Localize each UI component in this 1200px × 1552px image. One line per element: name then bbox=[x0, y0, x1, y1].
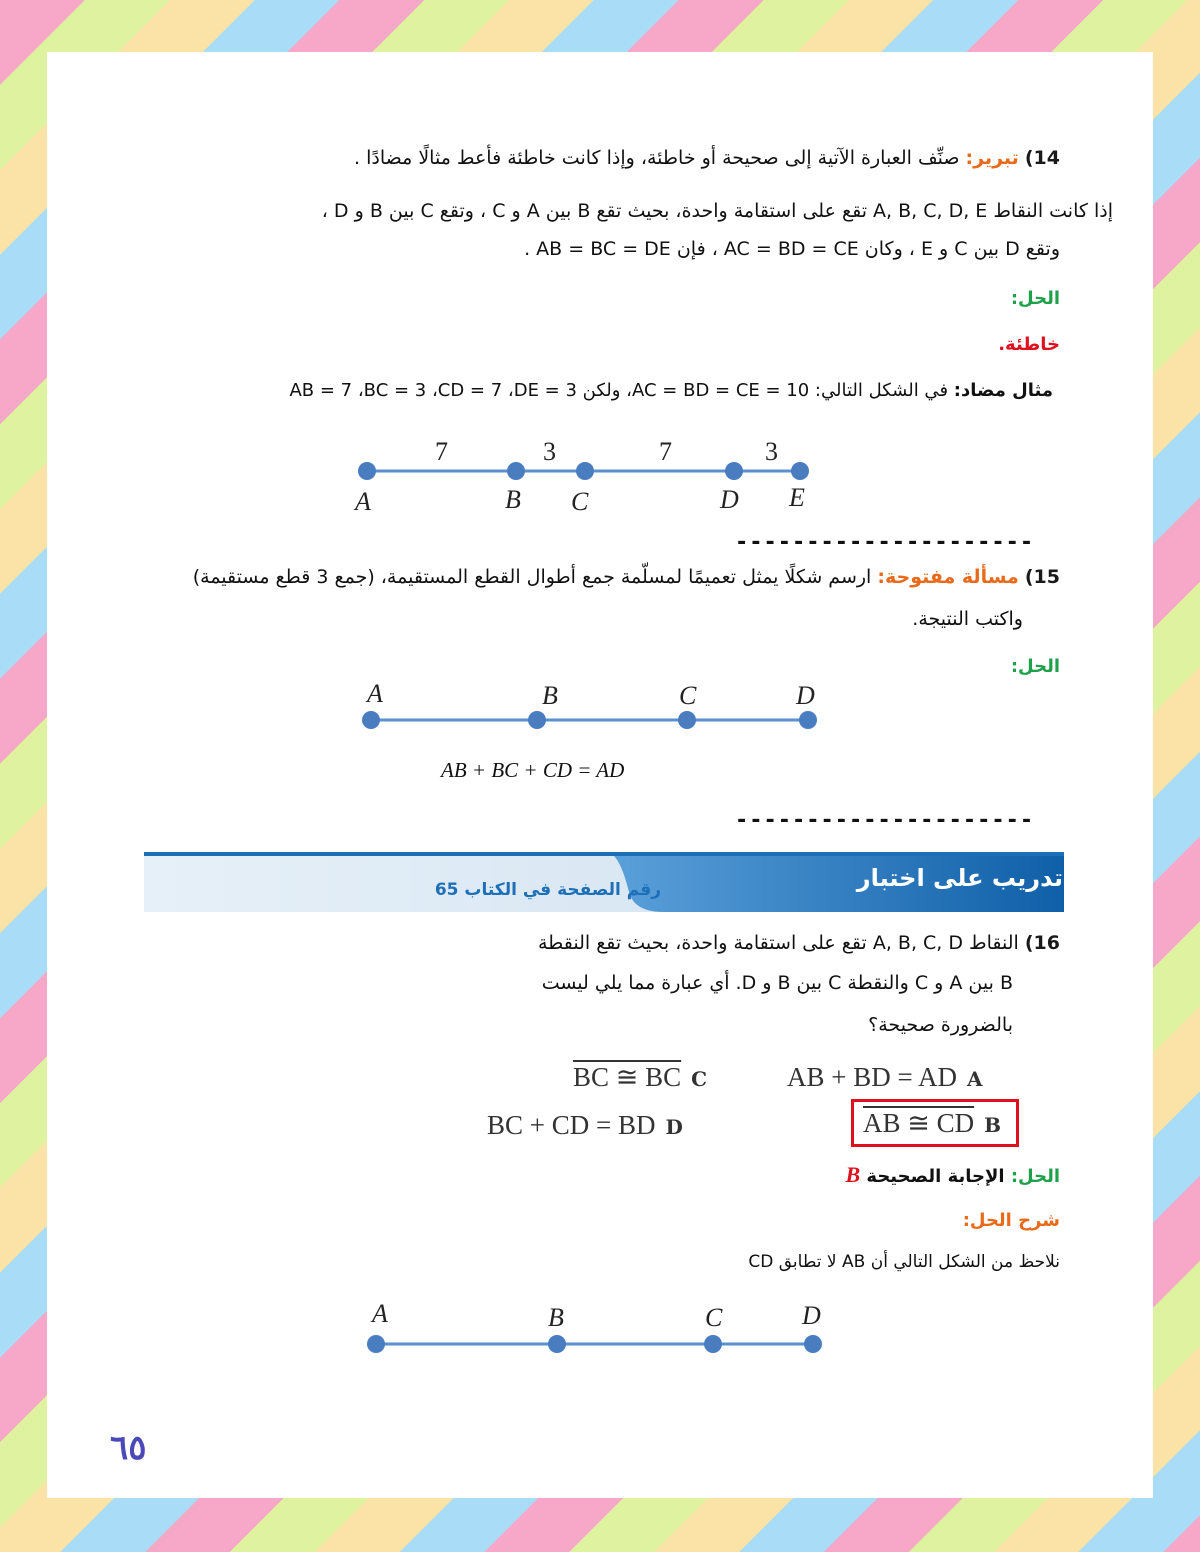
q16-point-b-dot bbox=[548, 1335, 566, 1353]
q14-statement-line2: وتقع D بين C و E ، وكان AC = BD = CE ، فإن AB = BC = DE . bbox=[524, 238, 1060, 260]
q16-option-a bbox=[787, 1062, 983, 1093]
q14-label-d: D bbox=[720, 485, 739, 514]
q16-point-a-dot bbox=[367, 1335, 385, 1353]
q15-solution-label: الحل: bbox=[1010, 656, 1060, 677]
q15-point-d-dot bbox=[799, 711, 817, 729]
q15-prompt-line2: واكتب النتيجة. bbox=[912, 608, 1023, 630]
separator-2: --------------------- bbox=[735, 808, 1035, 833]
q14-label-b: B bbox=[505, 485, 521, 514]
q16-option-d-text: BC + CD = BD bbox=[487, 1110, 656, 1140]
q16-label-d: D bbox=[802, 1301, 821, 1330]
q14-seg-ab-length: 7 bbox=[435, 437, 448, 466]
q14-number-line-figure bbox=[337, 430, 837, 520]
q16-prompt-line3: بالضرورة صحيحة؟ bbox=[868, 1014, 1013, 1036]
q16-prompt-line2: B بين A و C والنقطة C بين B و D. أي عبارة مما يلي ليست bbox=[541, 972, 1013, 994]
q16-label-b: B bbox=[548, 1303, 564, 1332]
q16-option-c bbox=[573, 1062, 707, 1093]
q14-verdict: خاطئة. bbox=[998, 334, 1060, 355]
q14-label-a: A bbox=[355, 487, 371, 516]
q14-counter-text: في الشكل التالي: AC = BD = CE = 10، ولكن AB = 7 ،BC = 3 ،CD = 7 ،DE = 3 bbox=[289, 380, 949, 401]
q15-point-a-dot bbox=[362, 711, 380, 729]
page-number: ٦٥ bbox=[110, 1428, 147, 1468]
q14-label-c: C bbox=[571, 487, 589, 516]
q14-point-e-dot bbox=[791, 462, 809, 480]
q16-answer-text: الإجابة الصحيحة bbox=[866, 1166, 1005, 1187]
q15-prompt-text: ارسم شكلًا يمثل تعميمًا لمسلّمة جمع أطوال القطع المستقيمة، (جمع 3 قطع مستقيمة) bbox=[192, 566, 872, 588]
q16-prompt-text: النقاط A, B, C, D تقع على استقامة واحدة، بحيث تقع النقطة bbox=[537, 932, 1019, 954]
q14-point-a-dot bbox=[358, 462, 376, 480]
q16-answer-line bbox=[845, 1162, 1060, 1188]
q16-point-d-dot bbox=[804, 1335, 822, 1353]
q16-option-d-letter: D bbox=[665, 1115, 683, 1139]
q15-label-d: D bbox=[796, 681, 815, 710]
q16-solution-label: الحل: bbox=[1010, 1166, 1060, 1187]
banner-subtitle: رقم الصفحة في الكتاب 65 bbox=[434, 880, 661, 900]
q16-label-c: C bbox=[705, 1303, 723, 1332]
q15-point-b-dot bbox=[528, 711, 546, 729]
q15-label-a: A bbox=[367, 679, 383, 708]
q16-explain-text: نلاحظ من الشكل التالي أن AB لا تطابق CD bbox=[748, 1252, 1060, 1272]
q14-counter-example bbox=[93, 380, 1053, 401]
q14-statement-line1: إذا كانت النقاط A, B, C, D, E تقع على استقامة واحدة، بحيث تقع B بين A و C ، وتقع C بين B و D ، bbox=[321, 200, 1113, 222]
q16-point-c-dot bbox=[704, 1335, 722, 1353]
q16-number-line-figure bbox=[352, 1300, 842, 1380]
q16-option-d bbox=[487, 1110, 683, 1141]
separator-1: --------------------- bbox=[735, 530, 1035, 555]
worksheet-page bbox=[47, 52, 1153, 1498]
q14-point-c-dot bbox=[576, 462, 594, 480]
q16-option-b-letter: B bbox=[984, 1113, 1002, 1137]
q15-point-c-dot bbox=[678, 711, 696, 729]
q16-option-b bbox=[863, 1108, 1001, 1139]
q14-solution-label: الحل: bbox=[1010, 288, 1060, 309]
q14-label-e: E bbox=[789, 483, 805, 512]
q15-prompt-line1 bbox=[100, 566, 1060, 588]
q16-explain-label: شرح الحل: bbox=[962, 1210, 1060, 1231]
q15-result: AB + BC + CD = AD bbox=[441, 758, 625, 782]
banner-title: تدريب على اختبار bbox=[856, 864, 1063, 892]
q16-option-b-text: AB ≅ CD bbox=[863, 1108, 975, 1138]
q15-label-c: C bbox=[679, 681, 697, 710]
q16-option-a-text: AB + BD = AD bbox=[787, 1062, 957, 1092]
q14-prompt-line bbox=[160, 147, 1060, 169]
q14-seg-de-length: 3 bbox=[765, 437, 778, 466]
q16-prompt-line1 bbox=[460, 932, 1060, 954]
q14-tag: تبرير: bbox=[965, 147, 1019, 169]
q16-option-c-letter: C bbox=[691, 1067, 708, 1091]
q14-prompt: صنِّف العبارة الآتية إلى صحيحة أو خاطئة، وإذا كانت خاطئة فأعط مثالًا مضادًا . bbox=[354, 147, 960, 169]
q14-point-b-dot bbox=[507, 462, 525, 480]
q14-counter-label: مثال مضاد: bbox=[953, 380, 1053, 401]
q16-answer-letter: B bbox=[845, 1162, 861, 1187]
q14-seg-bc-length: 3 bbox=[543, 437, 556, 466]
q14-point-d-dot bbox=[725, 462, 743, 480]
q16-number: 16) bbox=[1024, 932, 1060, 954]
q15-tag: مسألة مفتوحة: bbox=[877, 566, 1019, 588]
q15-label-b: B bbox=[542, 681, 558, 710]
q14-number: 14) bbox=[1024, 147, 1060, 169]
q16-option-c-text: BC ≅ BC bbox=[573, 1062, 682, 1092]
q16-label-a: A bbox=[372, 1300, 388, 1328]
q16-option-a-letter: A bbox=[966, 1067, 983, 1091]
q14-seg-cd-length: 7 bbox=[659, 437, 672, 466]
q15-number: 15) bbox=[1024, 566, 1060, 588]
q15-number-line-figure bbox=[347, 672, 837, 752]
